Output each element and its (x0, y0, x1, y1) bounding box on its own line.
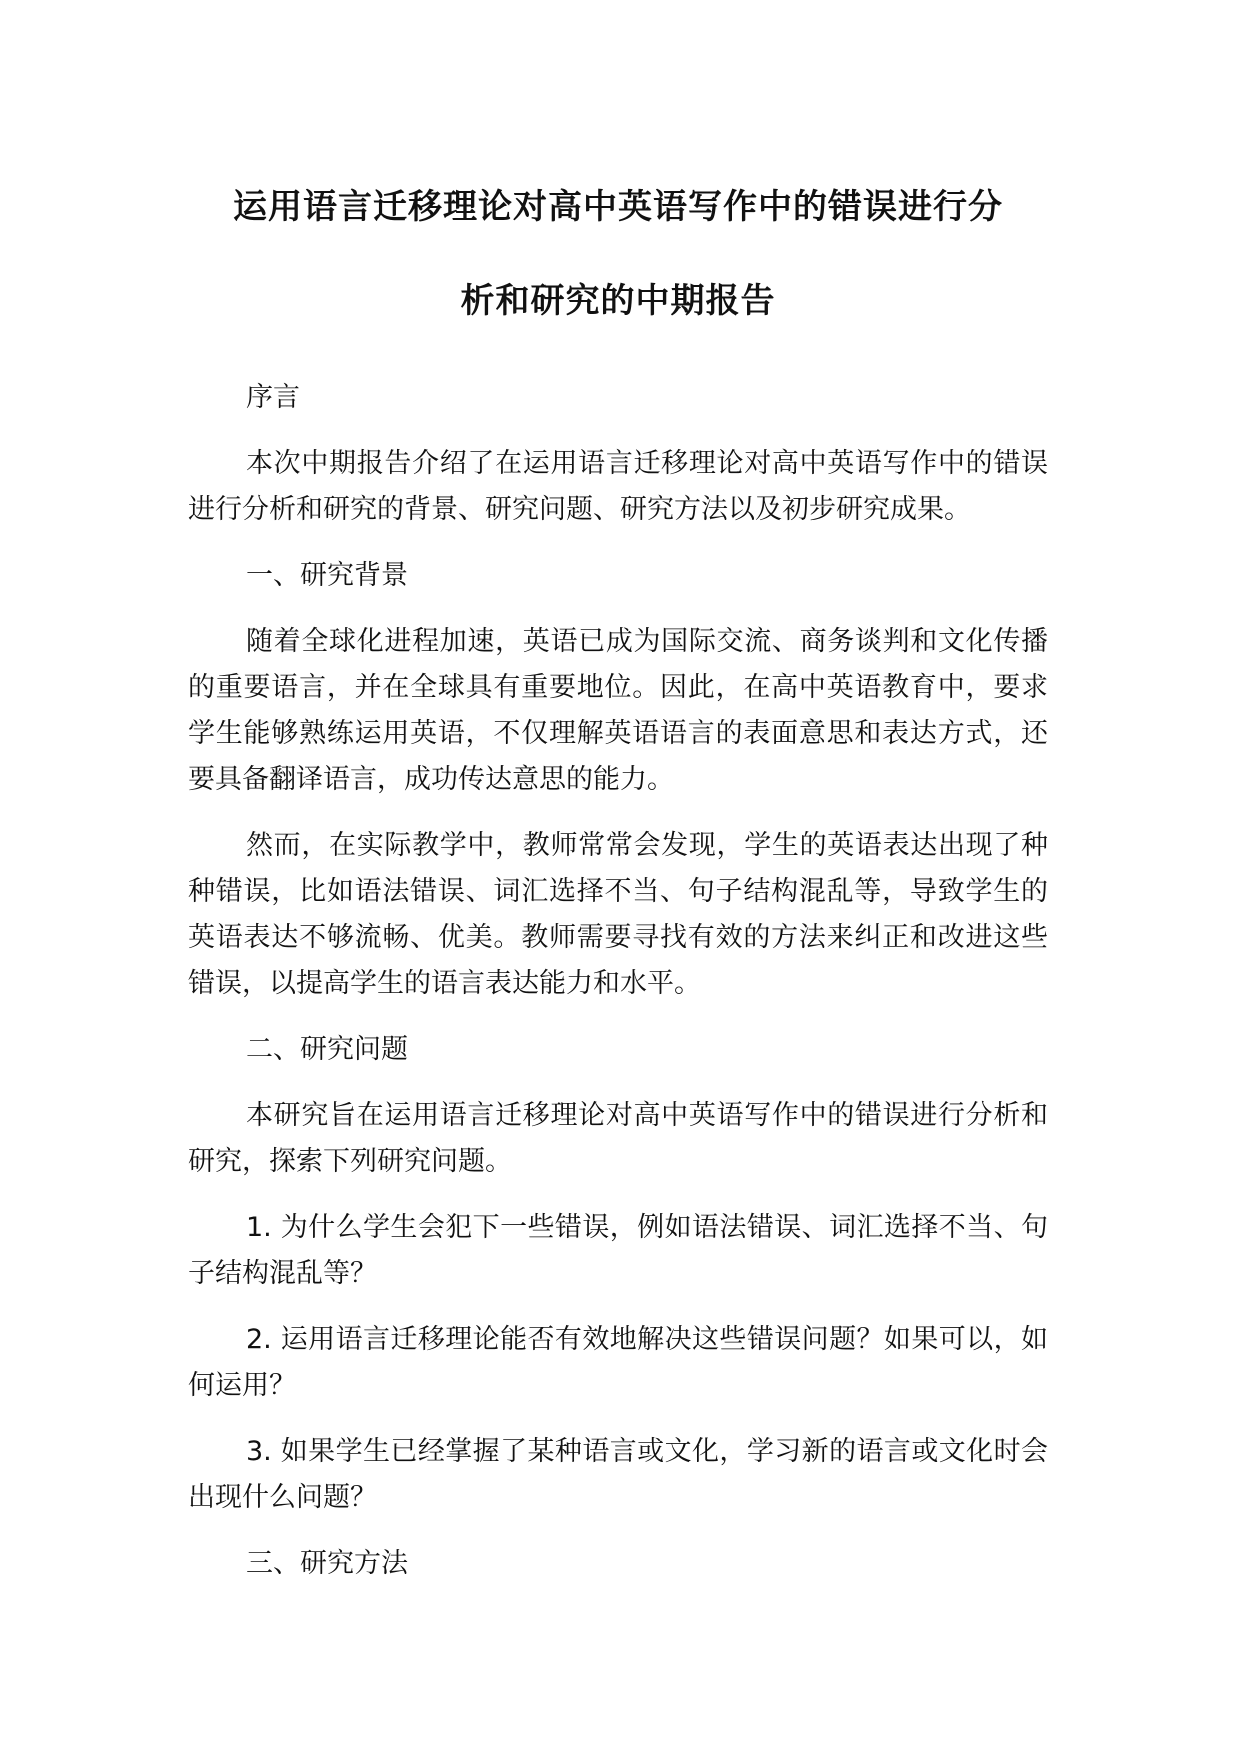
paragraph-questions-intro: 本研究旨在运用语言迁移理论对高中英语写作中的错误进行分析和研究，探索下列研究问题。 (188, 1100, 1048, 1177)
document-title (178, 160, 1058, 348)
title-line-1: 运用语言迁移理论对高中英语写作中的错误进行分 (233, 187, 1003, 227)
document-body (188, 375, 1048, 1607)
list-item-question-1: 1. 为什么学生会犯下一些错误，例如语法错误、词汇选择不当、句子结构混乱等？ (188, 1212, 1048, 1289)
list-item-question-3: 3. 如果学生已经掌握了某种语言或文化，学习新的语言或文化时会出现什么问题？ (188, 1436, 1048, 1513)
title-line-2: 析和研究的中期报告 (460, 281, 776, 321)
list-item-question-2: 2. 运用语言迁移理论能否有效地解决这些错误问题？如果可以，如何运用？ (188, 1324, 1048, 1401)
paragraph-background-2: 然而，在实际教学中，教师常常会发现，学生的英语表达出现了种种错误，比如语法错误、词汇选择不当、句子结构混乱等，导致学生的英语表达不够流畅、优美。教师需要寻找有效的方法来纠正和改进这些错误，以提高学生的语言表达能力和水平。 (188, 830, 1048, 999)
section-heading-questions: 二、研究问题 (246, 1034, 408, 1065)
section-heading-methods: 三、研究方法 (246, 1548, 408, 1579)
paragraph-background-1: 随着全球化进程加速，英语已成为国际交流、商务谈判和文化传播的重要语言，并在全球具有重要地位。因此，在高中英语教育中，要求学生能够熟练运用英语，不仅理解英语语言的表面意思和表达方式，还要具备翻译语言，成功传达意思的能力。 (188, 626, 1048, 795)
section-heading-preface: 序言 (246, 382, 300, 413)
section-heading-background: 一、研究背景 (246, 560, 408, 591)
paragraph-intro: 本次中期报告介绍了在运用语言迁移理论对高中英语写作中的错误进行分析和研究的背景、研究问题、研究方法以及初步研究成果。 (188, 448, 1048, 525)
